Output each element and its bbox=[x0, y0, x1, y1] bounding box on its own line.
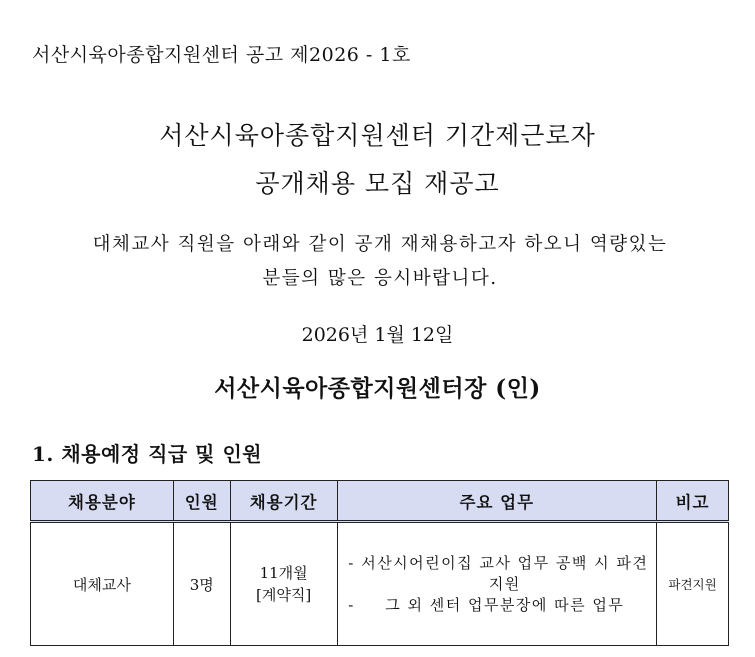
header-headcount: 인원 bbox=[173, 481, 230, 522]
intro-line1: 대체교사 직원을 아래와 같이 공개 재채용하고자 하오니 역량있는 bbox=[92, 234, 668, 255]
duty-text: 그 외 센터 업무분장에 따른 업무 bbox=[385, 595, 625, 614]
table-row bbox=[31, 522, 729, 646]
notice-number: 서산시육아종합지원센터 공고 제2026 - 1호 bbox=[32, 44, 411, 66]
cell-period bbox=[230, 522, 337, 646]
page-title-line1: 서산시육아종합지원센터 기간제근로자 bbox=[159, 121, 596, 150]
table-header-row bbox=[31, 481, 729, 522]
header-duties: 주요 업무 bbox=[337, 481, 657, 522]
duty-text: 서산시어린이집 교사 업무 공백 시 파견지원 bbox=[361, 553, 649, 593]
duty-item bbox=[344, 595, 651, 616]
cell-note: 파견지원 bbox=[657, 522, 729, 646]
duty-item bbox=[344, 553, 651, 595]
period-duration: 11개월 bbox=[259, 564, 308, 582]
duty-dash: - bbox=[348, 595, 355, 614]
intro-line2: 분들의 많은 응시바랍니다. bbox=[262, 268, 498, 289]
signer: 서산시육아종합지원센터장 (인) bbox=[214, 375, 541, 402]
intro-paragraph bbox=[34, 228, 726, 296]
recruitment-table bbox=[30, 480, 729, 646]
header-field: 채용분야 bbox=[31, 481, 174, 522]
period-contract-type: [계약직] bbox=[256, 586, 312, 604]
section-title: 1. 채용예정 직급 및 인원 bbox=[32, 442, 263, 466]
duty-dash: - bbox=[348, 553, 355, 572]
cell-headcount: 3명 bbox=[173, 522, 230, 646]
notice-date: 2026년 1월 12일 bbox=[301, 324, 454, 346]
header-note: 비고 bbox=[657, 481, 729, 522]
page-title-line2: 공개채용 모집 재공고 bbox=[255, 169, 500, 198]
cell-duties bbox=[337, 522, 657, 646]
header-period: 채용기간 bbox=[230, 481, 337, 522]
cell-field: 대체교사 bbox=[31, 522, 174, 646]
